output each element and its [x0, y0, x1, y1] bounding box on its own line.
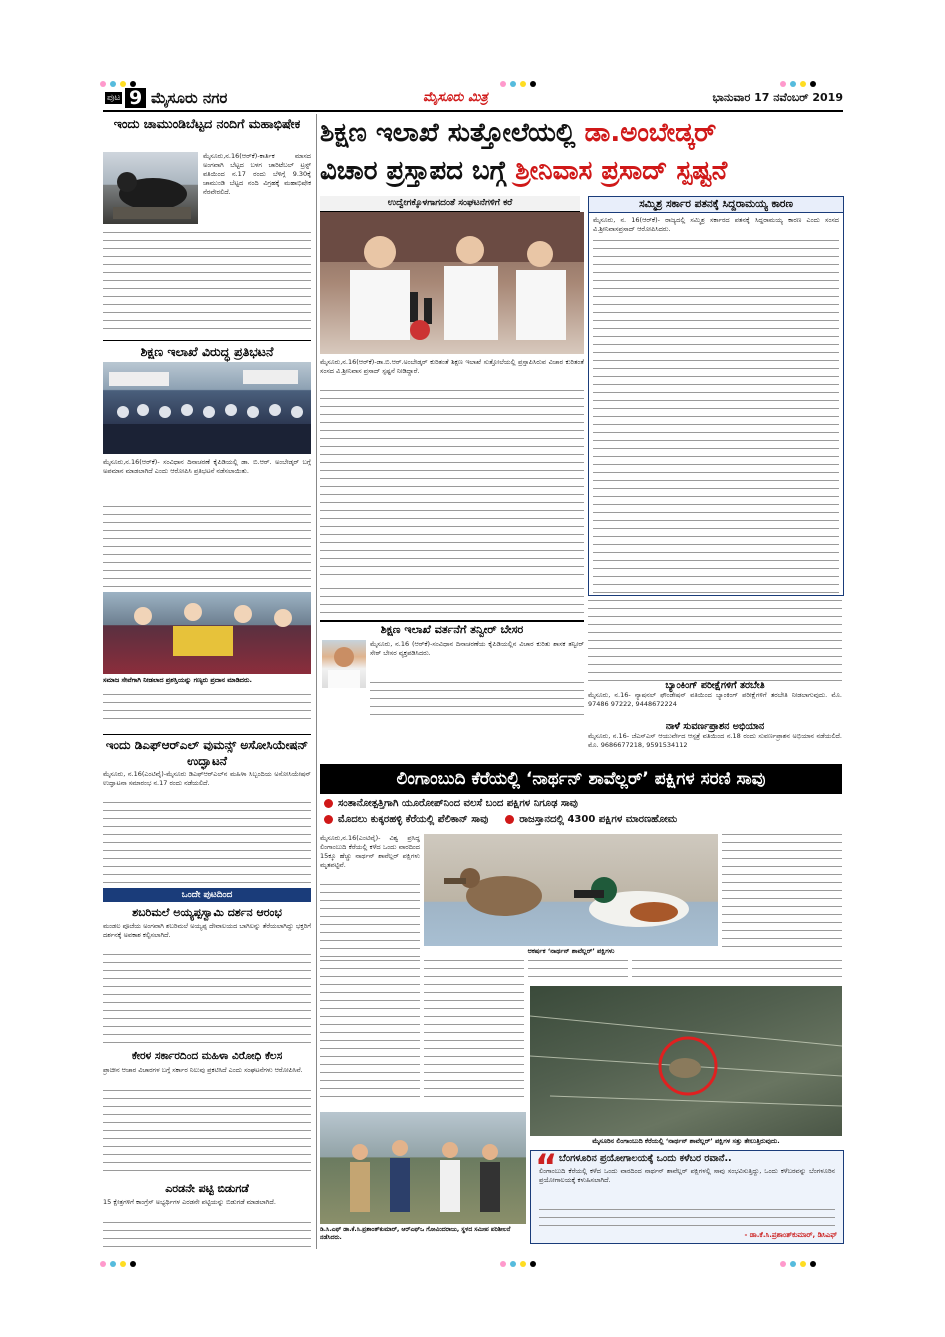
- officials-inspection-photo: [320, 1112, 526, 1224]
- notice2-body: ಮೈಸೂರು, ನ.16- ಜೆಎಸ್‌ಎಸ್ ಆಯುರ್ವೇದ ಆಸ್ಪತ್ರೆ ವತಿಯಿಂದ ನ.18 ರಂದು ಸುವರ್ಣಪ್ರಾಶನ ಅಭಿಯಾನ ನಡೆಯಲಿದೆ. ಮೊ. 9686677218, 9591534112: [588, 732, 842, 749]
- notice1-title: ಬ್ಯಾಂಕಿಂಗ್ ಪರೀಕ್ಷೆಗಳಿಗೆ ತರಬೇತಿ: [665, 680, 765, 691]
- side-story-continued: [589, 236, 843, 596]
- nandi-statue-photo: [103, 152, 198, 224]
- story5-body: ಪ್ರಾಚೀನ ಆಚಾರ ವಿಚಾರಗಳ ಬಗ್ಗೆ ಸರ್ಕಾರ ನಿಲುವು ಪ್ರಕಟಿಸಿದೆ ಎಂದು ಸಂಘಟನೆಗಳು ಆರೋಪಿಸಿವೆ.: [103, 1066, 303, 1074]
- lead-title-line1-black: ಶಿಕ್ಷಣ ಇಲಾಖೆ ಸುತ್ತೋಲೆಯಲ್ಲಿ: [320, 118, 576, 148]
- issue-date: ಭಾನುವಾರ 17 ನವೆಂಬರ್ 2019: [712, 91, 843, 104]
- bird-body-continued-6: [632, 960, 842, 984]
- registration-marks-bottom-center: [500, 1252, 540, 1271]
- dead-bird-lake-photo: [530, 986, 842, 1136]
- tanveer-sait-photo: [322, 640, 366, 688]
- quote-body: ಲಿಂಗಾಂಬುದಿ ಕೆರೆಯಲ್ಲಿ ಕಳೆದ ಒಂದು ವಾರದಿಂದ ನಾರ್ಥನ್ ಶಾವೆಲ್ಲರ್ ಪಕ್ಷಿಗಳಲ್ಲಿ ಸಾವು ಸಂಭವಿಸುತ್ತಿದ್ದು, ಒಂದು ಕಳೆಬರವನ್ನು ಬೆಂಗಳೂರಿನ ಪ್ರಯೋಗಾಲಯಕ್ಕೆ ಕಳುಹಿಸಲಾಗಿದೆ.: [539, 1167, 835, 1184]
- page-label: ಪುಟ: [107, 93, 121, 103]
- award-photo-caption: ಸಮಾಜ ಸೇವೆಗಾಗಿ ನೀಡಲಾದ ಪ್ರಶಸ್ತಿಯನ್ನು ಗಣ್ಯರು ಪ್ರದಾನ ಮಾಡಿದರು.: [103, 676, 252, 684]
- photo3-caption: ಡಿ.ಸಿ.ಎಫ್ ಡಾ.ಕೆ.ಸಿ.ಪ್ರಶಾಂತ್‌ಕುಮಾರ್, ಆರ್‌ಎಫ್‌ಒ ಗೋವಿಂದರಾಜು, ಸ್ಥಳದ ಸಮೀಪ ಪರಿಶೀಲನೆ ನಡೆಸಿದರು.: [320, 1226, 511, 1241]
- masthead-logo: ಮೈಸೂರು ಮಿತ್ರ: [423, 90, 488, 105]
- story5-title: ಕೇರಳ ಸರ್ಕಾರದಿಂದ ಮಹಿಳಾ ವಿರೋಧಿ ಕೆಲಸ: [131, 1050, 283, 1062]
- bird-deck2-text: ಮೊದಲು ಕುಕ್ಕರಹಳ್ಳಿ ಕೆರೆಯಲ್ಲಿ ಪೆಲಿಕಾನ್ ಸಾವು: [338, 814, 489, 825]
- shoveler-duck-photo: [424, 834, 718, 946]
- story6-title: ಎರಡನೇ ಪಟ್ಟಿ ಬಿಡುಗಡೆ: [165, 1182, 249, 1195]
- lead-headline: [320, 114, 843, 194]
- side-story-body: ಮೈಸೂರು, ನ. 16(ಆರ್‌ಕೆ)- ರಾಜ್ಯದಲ್ಲಿ ಸಮ್ಮಿಶ್ರ ಸರ್ಕಾರದ ಪತನಕ್ಕೆ ಸಿದ್ದರಾಮಯ್ಯ ಕಾರಣ ಎಂದು ಸಂಸದ ವಿ.ಶ್ರೀನಿವಾಸಪ್ರಸಾದ್ ಆರೋಪಿಸಿದರು.: [593, 216, 839, 233]
- story4-body: ಮಂಡಲ ಪೂಜೆಯ ಅಂಗವಾಗಿ ಶಬರಿಮಲೆ ಅಯ್ಯಪ್ಪ ದೇವಾಲಯದ ಬಾಗಿಲನ್ನು ತೆರೆಯಲಾಗಿದ್ದು ಭಕ್ತರಿಗೆ ದರ್ಶನಕ್ಕೆ ಅವಕಾಶ ಕಲ್ಪಿಸಲಾಗಿದೆ.: [103, 922, 311, 939]
- story5-body-continued: [103, 1090, 311, 1178]
- story3-title: ಇಂದು ಡಿಎಫ್‌ಆರ್‌ಎಲ್ ವುಮನ್ಸ್ ಅಸೋಸಿಯೇಷನ್ ಉದ್ಘಾಟನೆ: [103, 734, 311, 769]
- story4-title: ಶಬರಿಮಲೆ ಅಯ್ಯಪ್ಪಸ್ವಾಮಿ ದರ್ಶನ ಆರಂಭ: [132, 906, 282, 919]
- lead-body-continued-lower: [320, 588, 584, 620]
- registration-marks-bottom-right: [780, 1252, 820, 1271]
- column-rule-left: [316, 114, 317, 1249]
- story7-body-continued: [370, 682, 584, 722]
- page-number: 9: [125, 88, 146, 108]
- lead-body-continued: [320, 390, 584, 582]
- quote-box: [530, 1150, 844, 1244]
- quote-title: ಬೆಂಗಳೂರಿನ ಪ್ರಯೋಗಾಲಯಕ್ಕೆ ಒಂದು ಕಳೆಬರ ರವಾನೆ..: [559, 1153, 732, 1164]
- story3-body-continued: [103, 802, 311, 890]
- lead-body-continued-right: [588, 600, 842, 688]
- story1-body: ಮೈಸೂರು,ನ.16(ಆರ್‌ಕೆ)-ಕಾರ್ತಿಕ ಮಾಸದ ಅಂಗವಾಗಿ ಬೆಟ್ಟದ ಬಳಗ ಚಾರಿಟೆಬಲ್ ಟ್ರಸ್ಟ್ ವತಿಯಿಂದ ನ.17 ರಂದು ಬೆಳಿಗ್ಗೆ 9.30ಕ್ಕೆ ಚಾಮುಂಡಿ ಬೆಟ್ಟದ ನಂದಿ ವಿಗ್ರಹಕ್ಕೆ ಮಹಾಭಿಷೇಕ ನೆರವೇರಲಿದೆ.: [203, 152, 311, 196]
- bird-body: ಮೈಸೂರು,ನ.16(ಎಂಟಿವೈ)- ವಿಶ್ವ ಪ್ರಸಿದ್ಧ ಲಿಂಗಾಂಬುದಿ ಕೆರೆಯಲ್ಲಿ ಕಳೆದ ಒಂದು ವಾರದಿಂದ 15ಕ್ಕೂ ಹೆಚ್ಚು ನಾರ್ಥನ್ ಶಾವೆಲ್ಲರ್ ಪಕ್ಷಿಗಳು ಮೃತಪಟ್ಟಿವೆ.: [320, 834, 420, 869]
- bird-body-continued-4: [424, 960, 524, 1104]
- story6-body-continued: [103, 1222, 311, 1250]
- story2-body: ಮೈಸೂರು,ನ.16(ಆರ್‌ಕೆ)- ಸಂವಿಧಾನ ದಿನಾಚರಣೆ ಕೈಪಿಡಿಯಲ್ಲಿ ಡಾ. ಬಿ.ಆರ್. ಅಂಬೇಡ್ಕರ್ ಬಗ್ಗೆ ಅಪಮಾನ ಮಾಡಲಾಗಿದೆ ಎಂದು ಆರೋಪಿಸಿ ಪ್ರತಿಭಟನೆ ನಡೆಸಲಾಯಿತು.: [103, 458, 311, 475]
- continued-tag: ಒಂದೇ ಪುಟದಿಂದ: [103, 888, 311, 902]
- notice1-body: ಮೈಸೂರು, ನ.16- ನ್ಯಾಷನಲ್ ಫೌಂಡೇಷನ್ ವತಿಯಿಂದ ಬ್ಯಾಂಕಿಂಗ್ ಪರೀಕ್ಷೆಗಳಿಗೆ ತರಬೇತಿ ನೀಡಲಾಗುವುದು. ಮೊ. 97486 97222, 9448672224: [588, 691, 842, 708]
- story3-body: ಮೈಸೂರು, ನ.16(ಎಂಟಿವೈ)-ಮೈಸೂರು ಡಿಎಫ್‌ಆರ್‌ಎಲ್‌ನ ಮಹಿಳಾ ಸಿಬ್ಬಂದಿಯ ಅಸೋಸಿಯೇಷನ್ ಉದ್ಘಾಟನಾ ಸಮಾರಂಭ ನ.17 ರಂದು ನಡೆಯಲಿದೆ.: [103, 770, 311, 787]
- photo1-caption: ಆಕರ್ಷಕ ‘ನಾರ್ಥನ್ ಶಾವೆಲ್ಲರ್’ ಪಕ್ಷಿಗಳು: [424, 946, 718, 956]
- story7-rule: [320, 620, 584, 622]
- bird-deck3-text: ರಾಜಸ್ತಾನದಲ್ಲಿ 4300 ಪಕ್ಷಿಗಳ ಮಾರಣಹೋಮ: [519, 814, 678, 825]
- story7-title: ಶಿಕ್ಷಣ ಇಲಾಖೆ ವರ್ತನೆಗೆ ತನ್ವೀರ್ ಬೇಸರ: [380, 623, 524, 636]
- bird-deck1: [324, 798, 842, 809]
- story1-title: ಇಂದು ಚಾಮುಂಡಿಬೆಟ್ಟದ ನಂದಿಗೆ ಮಹಾಭಿಷೇಕ: [113, 116, 301, 131]
- lead-kicker: ಉದ್ವೇಗಕ್ಕೊಳಗಾಗದಂತೆ ಸಂಘಟನೆಗಳಿಗೆ ಕರೆ: [320, 196, 580, 212]
- lead-title-line2-black: ವಿಚಾರ ಪ್ರಸ್ತಾಪದ ಬಗ್ಗೆ: [320, 156, 507, 186]
- story2-title: ಶಿಕ್ಷಣ ಇಲಾಖೆ ವಿರುದ್ಧ ಪ್ರತಿಭಟನೆ: [103, 340, 311, 360]
- left-column: [103, 114, 311, 1250]
- bullet-icon: [324, 815, 333, 824]
- award-caption-continued: [103, 694, 311, 726]
- press-meet-photo: [320, 212, 584, 354]
- notice2-title: ನಾಳೆ ಸುವರ್ಣಪ್ರಾಶನ ಅಭಿಯಾನ: [665, 721, 765, 732]
- bird-deck1-text: ಸಂತಾನೋತ್ಪತ್ತಿಗಾಗಿ ಯೂರೋಪ್‌ನಿಂದ ವಲಸೆ ಬಂದ ಪಕ್ಷಿಗಳ ನಿಗೂಢ ಸಾವು: [338, 798, 578, 809]
- photo2-caption: ಮೈಸೂರಿನ ಲಿಂಗಾಂಬುದಿ ಕೆರೆಯಲ್ಲಿ ‘ನಾರ್ಥನ್ ಶಾವೆಲ್ಲರ್’ ಪಕ್ಷಿಗಳ ಸತ್ತು ತೇಲುತ್ತಿರುವುದು.: [592, 1137, 780, 1145]
- bird-deck2-3: [324, 814, 842, 825]
- story1-body-continued: [103, 232, 311, 336]
- bird-body-continued-5: [528, 960, 628, 984]
- page-header: [103, 88, 843, 112]
- lead-title-line1-red: ಡಾ.ಅಂಬೇಡ್ಕರ್: [584, 118, 717, 148]
- side-story-title: ಸಮ್ಮಿಶ್ರ ಸರ್ಕಾರ ಪತನಕ್ಕೆ ಸಿದ್ದರಾಮಯ್ಯ ಕಾರಣ: [589, 197, 843, 213]
- bullet-icon: [324, 799, 333, 808]
- story7-body: ಮೈಸೂರು, ನ.16 (ಆರ್‌ಕೆ)-ಸಂವಿಧಾನ ದಿನಾಚರಣೆಯ ಕೈಪಿಡಿಯಲ್ಲಿನ ವಿಚಾರ ಕುರಿತು ಶಾಸಕ ತನ್ವೀರ್ ಸೇಠ್ ಬೇಸರ ವ್ಯಕ್ತಪಡಿಸಿದರು.: [370, 640, 584, 657]
- bird-body-continued-3: [320, 960, 420, 1104]
- story6-body: 15 ಕ್ಷೇತ್ರಗಳಿಗೆ ಕಾಂಗ್ರೆಸ್ ಅಭ್ಯರ್ಥಿಗಳ ಎರಡನೇ ಪಟ್ಟಿಯನ್ನು ಬಿಡುಗಡೆ ಮಾಡಲಾಗಿದೆ.: [103, 1198, 276, 1206]
- notice-box: [588, 680, 842, 760]
- lead-body-start: ಮೈಸೂರು,ನ.16(ಆರ್‌ಕೆ)-ಡಾ.ಬಿ.ಆರ್.ಅಂಬೇಡ್ಕರ್ ಕುರಿತಂತೆ ಶಿಕ್ಷಣ ಇಲಾಖೆ ಸುತ್ತೋಲೆಯಲ್ಲಿ ಪ್ರಸ್ತಾಪಿಸಿರುವ ವಿಚಾರ ಕುರಿತಂತೆ ಸಂಸದ ವಿ.ಶ್ರೀನಿವಾಸ ಪ್ರಸಾದ್ ಸ್ಪಷ್ಟನೆ ನೀಡಿದ್ದಾರೆ.: [320, 358, 584, 375]
- quote-body-continued: [539, 1209, 835, 1233]
- bird-body-continued-1: [320, 884, 420, 964]
- section-name: ಮೈಸೂರು ನಗರ: [151, 89, 228, 107]
- story4-body-continued: [103, 954, 311, 1050]
- story2-body-continued: [103, 506, 311, 602]
- quote-mark-icon: “: [535, 1150, 558, 1187]
- lead-title-line2-red: ಶ್ರೀನಿವಾಸ ಪ್ರಸಾದ್ ಸ್ಪಷ್ಟನೆ: [515, 156, 728, 186]
- bird-headline: ಲಿಂಗಾಂಬುದಿ ಕೆರೆಯಲ್ಲಿ ‘ನಾರ್ಥನ್ ಶಾವೆಲ್ಲರ್’ ಪಕ್ಷಿಗಳ ಸರಣಿ ಸಾವು: [320, 764, 842, 794]
- quote-author: - ಡಾ.ಕೆ.ಸಿ.ಪ್ರಶಾಂತ್‌ಕುಮಾರ್, ಡಿಸಿಎಫ್: [744, 1231, 837, 1239]
- bird-body-continued-2: [722, 834, 842, 954]
- registration-marks-bottom-left: [100, 1252, 140, 1271]
- protest-photo: [103, 362, 311, 454]
- side-story-box: [588, 196, 844, 596]
- award-ceremony-photo: [103, 592, 311, 674]
- bullet-icon: [505, 815, 514, 824]
